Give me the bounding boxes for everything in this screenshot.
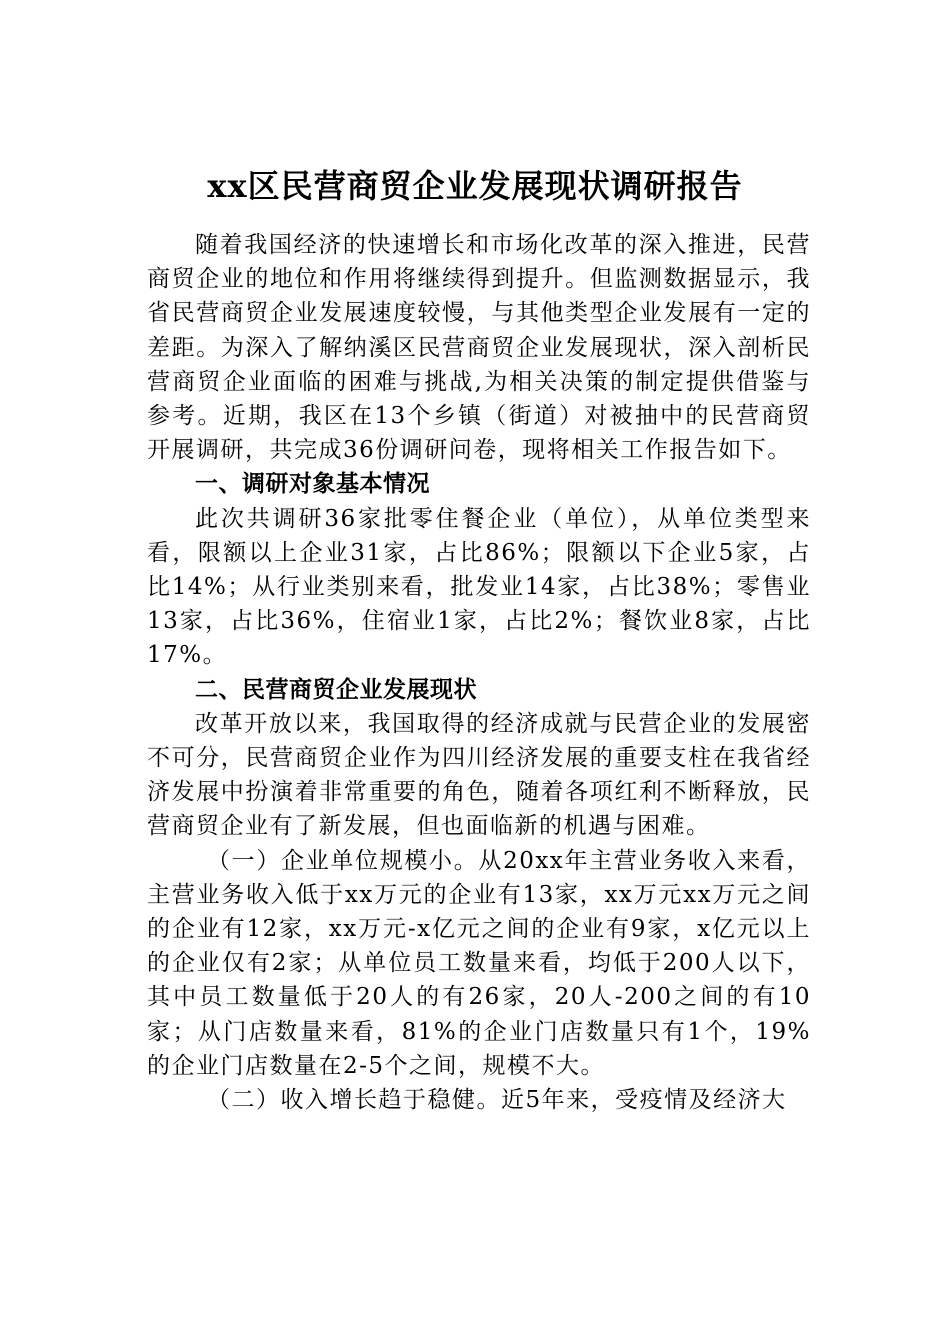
section-heading-1: 一、调研对象基本情况	[195, 471, 430, 498]
document-body	[147, 228, 811, 1117]
section-2-paragraph: 改革开放以来，我国取得的经济成就与民营企业的发展密不可分，民营商贸企业作为四川经济发展的重要支柱在我省经济发展中扮演着非常重要的角色，随着各项红利不断释放，民营商贸企业有了新发展，但也面临新的机遇与困难。	[147, 710, 811, 840]
section-1-paragraph: 此次共调研36家批零住餐企业（单位），从单位类型来看，限额以上企业31家，占比86%；限额以下企业5家，占比14%；从行业类别来看，批发业14家，占比38%；零售业13家，占比36%，住宿业1家，占比2%；餐饮业8家，占比17%。	[147, 505, 811, 669]
document-title: xx区民营商贸企业发展现状调研报告	[207, 167, 743, 205]
intro-paragraph: 随着我国经济的快速增长和市场化改革的深入推进，民营商贸企业的地位和作用将继续得到提升。但监测数据显示，我省民营商贸企业发展速度较慢，与其他类型企业发展有一定的差距。为深入了解纳溪区民营商贸企业发展现状，深入剖析民营商贸企业面临的困难与挑战,为相关决策的制定提供借鉴与参考。近期，我区在13个乡镇（街道）对被抽中的民营商贸开展调研，共完成36份调研问卷，现将相关工作报告如下。	[147, 232, 811, 464]
section-2-item-2: （二）收入增长趋于稳健。近5年来，受疫情及经济大	[207, 1087, 787, 1114]
section-2-item-1: （一）企业单位规模小。从20xx年主营业务收入来看，主营业务收入低于xx万元的企业有13家，xx万元xx万元之间的企业有12家，xx万元-x亿元之间的企业有9家，x亿元以上的企业仅有2家；从单位员工数量来看，均低于200人以下，其中员工数量低于20人的有26家，20人-200之间的有10家；从门店数量来看，81%的企业门店数量只有1个，19%的企业门店数量在2-5个之间，规模不大。	[147, 847, 811, 1079]
section-heading-2: 二、民营商贸企业发展现状	[195, 676, 477, 703]
